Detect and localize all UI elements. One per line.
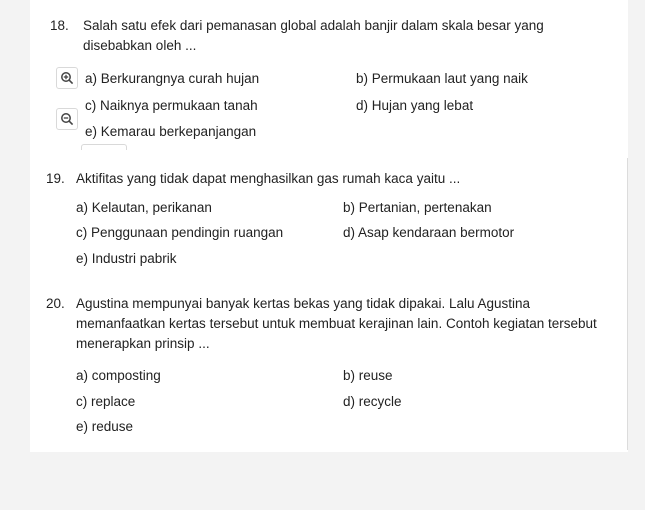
option-20d[interactable]: d) recycle — [343, 394, 402, 409]
option-18e[interactable]: e) Kemarau berkepanjangan — [85, 124, 257, 139]
question-number: 19. — [46, 171, 65, 186]
page-divider — [627, 158, 628, 450]
zoom-panel-edge — [81, 144, 127, 150]
option-19d[interactable]: d) Asap kendaraan bermotor — [343, 225, 515, 240]
question-number: 20. — [46, 296, 65, 311]
question-text-line: menerapkan prinsip ... — [76, 336, 210, 351]
option-20b[interactable]: b) reuse — [343, 368, 393, 383]
option-18d[interactable]: d) Hujan yang lebat — [356, 98, 474, 113]
zoom-out-icon — [60, 112, 74, 126]
option-19c[interactable]: c) Penggunaan pendingin ruangan — [76, 225, 284, 240]
zoom-in-icon — [60, 71, 74, 85]
zoom-out-button[interactable] — [56, 108, 78, 130]
question-number: 18. — [50, 18, 69, 33]
option-19b[interactable]: b) Pertanian, pertenakan — [343, 200, 492, 215]
option-20e[interactable]: e) reduse — [76, 419, 134, 434]
option-20a[interactable]: a) composting — [76, 368, 161, 383]
question-text-line: memanfaatkan kertas tersebut untuk membuat kerajinan lain. Contoh kegiatan tersebut — [76, 316, 597, 331]
option-18b[interactable]: b) Permukaan laut yang naik — [356, 71, 528, 86]
option-18c[interactable]: c) Naiknya permukaan tanah — [85, 98, 258, 113]
option-18a[interactable]: a) Berkurangnya curah hujan — [85, 71, 260, 86]
question-text-line: Salah satu efek dari pemanasan global adalah banjir dalam skala besar yang — [83, 18, 544, 33]
option-19e[interactable]: e) Industri pabrik — [76, 251, 177, 266]
question-text-line: Aktifitas yang tidak dapat menghasilkan gas rumah kaca yaitu ... — [76, 171, 461, 186]
zoom-in-button[interactable] — [56, 67, 78, 89]
option-19a[interactable]: a) Kelautan, perikanan — [76, 200, 212, 215]
question-text-line: disebabkan oleh ... — [83, 38, 197, 53]
option-20c[interactable]: c) replace — [76, 394, 136, 409]
question-text-line: Agustina mempunyai banyak kertas bekas yang tidak dipakai. Lalu Agustina — [76, 296, 531, 311]
